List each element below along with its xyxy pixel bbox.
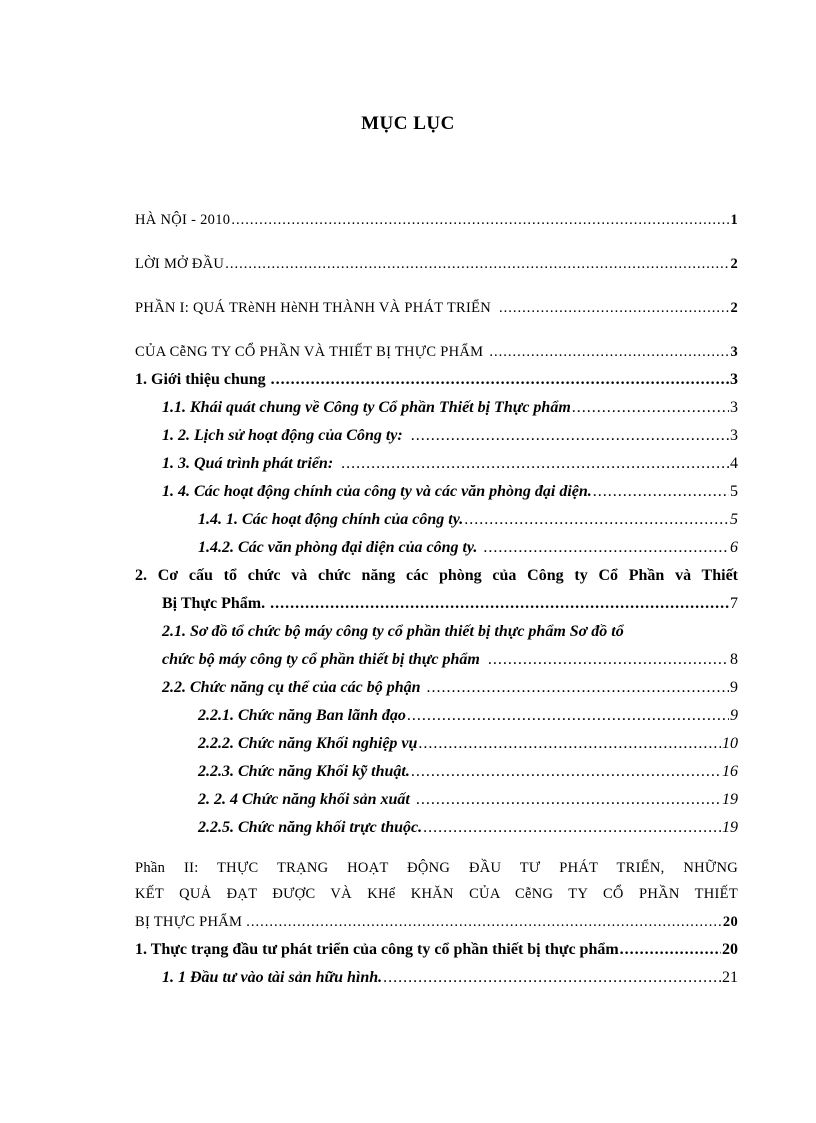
toc-entry-page: 21 — [722, 969, 738, 986]
toc-entry-label: BỊ THỰC PHẨM — [135, 914, 243, 930]
toc-entry-label: 2.2. Chức năng cụ thể của các bộ phận — [162, 679, 421, 696]
toc-entry[interactable] — [162, 678, 738, 698]
toc-entry-page: 5 — [730, 511, 738, 528]
toc-entry-page: 20 — [722, 914, 738, 930]
leader-dots — [464, 510, 729, 530]
toc-entry-page: 3 — [730, 399, 738, 416]
toc-entry-page: 20 — [722, 941, 738, 958]
toc-entry-label: PHẦN I: QUÁ TRèNH HèNH THÀNH VÀ PHÁT TRIỂN — [135, 300, 492, 316]
toc-entry-label: 1. Giới thiệu chung — [135, 371, 266, 388]
toc-entry[interactable] — [135, 912, 738, 932]
toc-entry-label: 1. Thực trạng đầu tư phát triển của công ty cổ phần thiết bị thực phẩm — [135, 941, 619, 958]
toc-entry-page: 8 — [730, 651, 738, 668]
toc-entry-wrap-line[interactable]: Phần II: THỰC TRẠNG HOẠT ĐỘNG ĐẦU TƯ PHÁT TRIỂN, NHỮNG — [135, 860, 738, 876]
toc-entry[interactable] — [135, 370, 738, 390]
leader-dots — [246, 912, 722, 932]
leader-dots — [411, 426, 729, 446]
toc-entry[interactable] — [198, 762, 738, 782]
toc-entry-label: 1.4. 1. Các hoạt động chính của công ty. — [198, 511, 464, 528]
toc-entry-label: LỜI MỞ ĐẦU — [135, 256, 225, 272]
toc-entry-label: 1. 3. Quá trình phát triển: — [162, 455, 334, 472]
toc-entry-label: 2.2.1. Chức năng Ban lãnh đạo — [198, 707, 406, 724]
toc-entry-label: 1.4.2. Các văn phòng đại diện của công ty. — [198, 539, 478, 556]
toc-entry-page: 3 — [730, 371, 738, 388]
toc-entry-label: 2.2.5. Chức năng khối trực thuộc. — [198, 819, 423, 836]
toc-entry-page: 3 — [730, 344, 738, 360]
leader-dots — [423, 818, 721, 838]
toc-entry[interactable] — [162, 482, 738, 502]
toc-entry-label: 1.1. Khái quát chung về Công ty Cổ phần Thiết bị Thực phẩm — [162, 399, 571, 416]
leader-dots — [427, 678, 730, 698]
toc-entry-label: HÀ NỘI - 2010 — [135, 212, 231, 228]
toc-entry[interactable] — [162, 398, 738, 418]
toc-entry-page: 4 — [730, 455, 738, 472]
leader-dots — [383, 968, 721, 988]
toc-entry[interactable] — [198, 510, 738, 530]
toc-entry-label: 2. 2. 4 Chức năng khối sản xuất — [198, 791, 410, 808]
toc-entry-page: 10 — [722, 735, 738, 752]
toc-entry[interactable] — [162, 426, 738, 446]
toc-entry[interactable] — [135, 254, 738, 274]
toc-entry-page: 1 — [730, 212, 738, 228]
toc-entry[interactable] — [198, 790, 738, 810]
toc-entry-label: 1. 1 Đầu tư vào tài sản hữu hình. — [162, 969, 383, 986]
toc-entry-page: 7 — [730, 595, 738, 612]
toc-entry-label: 2.2.3. Chức năng Khối kỹ thuật. — [198, 763, 410, 780]
toc-entry[interactable] — [135, 210, 738, 230]
toc-entry[interactable] — [135, 298, 738, 318]
leader-dots — [341, 454, 729, 474]
leader-dots — [593, 482, 729, 502]
toc-entry-label: 2.2.2. Chức năng Khối nghiệp vụ — [198, 735, 418, 752]
leader-dots — [489, 342, 729, 362]
toc-entry[interactable] — [135, 342, 738, 362]
toc-entry-page: 19 — [722, 791, 738, 808]
toc-entry[interactable] — [162, 650, 738, 670]
toc-entry[interactable] — [198, 734, 738, 754]
toc-entry-label: chức bộ máy công ty cổ phần thiết bị thực phẩm — [162, 651, 480, 668]
toc-entry-page: 2 — [730, 300, 738, 316]
toc-entry-page: 5 — [730, 483, 738, 500]
leader-dots — [572, 398, 729, 418]
toc-entry-label: Bị Thực Phẩm. — [162, 595, 266, 612]
toc-entry-label: CỦA CễNG TY CỔ PHẦN VÀ THIẾT BỊ THỰC PHẨM — [135, 344, 484, 360]
toc-entry-page: 9 — [730, 679, 738, 696]
toc-entry[interactable] — [162, 594, 738, 614]
toc-entry[interactable] — [198, 538, 738, 558]
toc-entry-page: 16 — [722, 763, 738, 780]
toc-entry[interactable] — [198, 706, 738, 726]
toc-entry-page: 3 — [730, 427, 738, 444]
leader-dots — [231, 210, 729, 230]
toc-entry[interactable] — [135, 940, 738, 960]
toc-entry-page: 2 — [730, 256, 738, 272]
leader-dots — [407, 706, 729, 726]
toc-entry-page: 9 — [730, 707, 738, 724]
leader-dots — [411, 762, 721, 782]
leader-dots — [483, 538, 729, 558]
toc-entry-wrap-line[interactable]: 2. Cơ cấu tổ chức và chức năng các phòng của Công ty Cổ Phần và Thiết — [135, 567, 738, 584]
toc-entry-page: 6 — [730, 539, 738, 556]
toc-entry-page: 19 — [722, 819, 738, 836]
toc-entry-wrap-line[interactable]: KẾT QUẢ ĐẠT ĐƯỢC VÀ KHể KHĂN CỦA CễNG TY CỔ PHẦN THIẾT — [135, 886, 738, 902]
leader-dots — [270, 594, 729, 614]
leader-dots — [620, 940, 721, 960]
leader-dots — [488, 650, 729, 670]
leader-dots — [418, 734, 721, 754]
toc-entry[interactable] — [198, 818, 738, 838]
leader-dots — [225, 254, 729, 274]
toc-entry[interactable] — [162, 968, 738, 988]
toc-entry-label: 1. 4. Các hoạt động chính của công ty và các văn phòng đại diện. — [162, 483, 592, 500]
leader-dots — [416, 790, 721, 810]
toc-entry[interactable] — [162, 454, 738, 474]
leader-dots — [271, 370, 729, 390]
toc-entry-wrap-line[interactable]: 2.1. Sơ đồ tổ chức bộ máy công ty cổ phần thiết bị thực phẩm Sơ đồ tổ — [162, 623, 624, 640]
leader-dots — [499, 298, 729, 318]
toc-title: MỤC LỤC — [361, 113, 455, 134]
toc-entry-label: 1. 2. Lịch sử hoạt động của Công ty: — [162, 427, 403, 444]
